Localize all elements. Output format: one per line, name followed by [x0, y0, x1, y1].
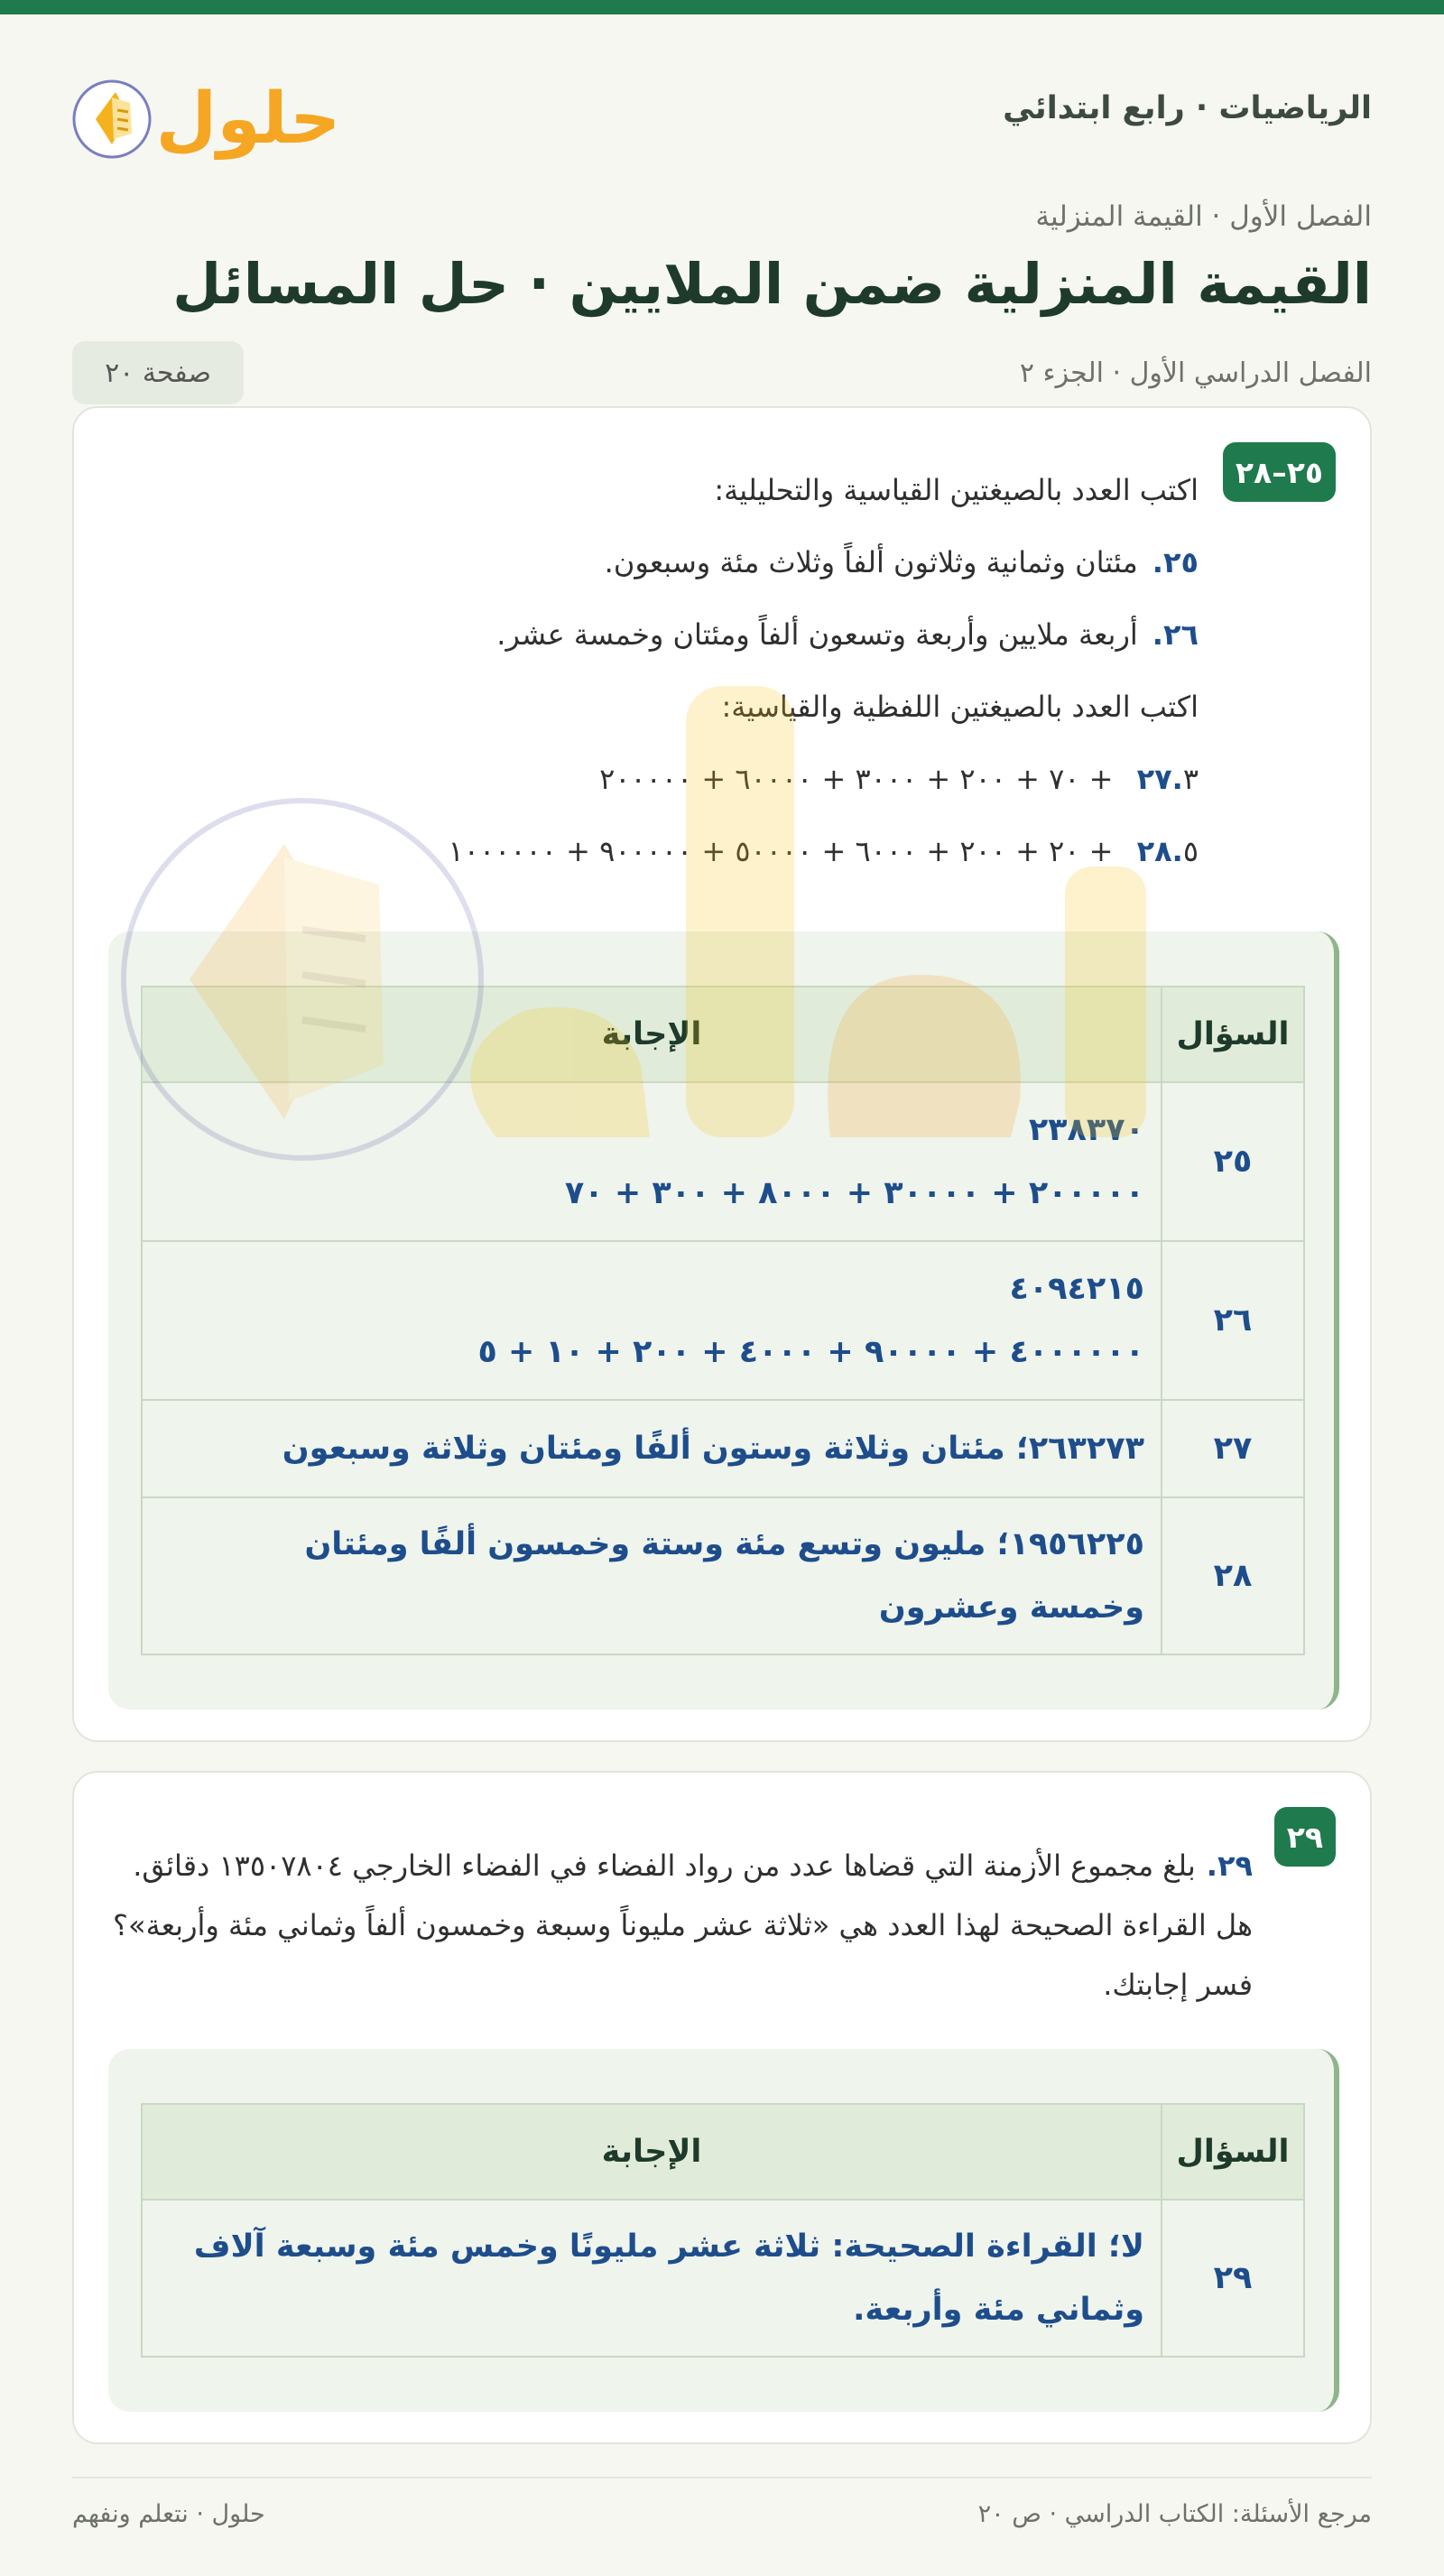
answer-table — [141, 2103, 1305, 2358]
question-number: ٢٧. — [1136, 762, 1183, 796]
question-number: ٢٨. — [1136, 834, 1183, 868]
term-label: الفصل الدراسي الأول · الجزء ٢ — [1019, 357, 1372, 389]
row-answer — [142, 1241, 1162, 1400]
instruction-word-standard: اكتب العدد بالصيغتين اللفظية والقياسية: — [721, 690, 1199, 724]
question-26 — [496, 617, 1199, 652]
table-header-row — [142, 987, 1304, 1082]
hulul-logo[interactable] — [72, 61, 343, 170]
row-question-number: ٢٥ — [1162, 1082, 1304, 1241]
answer-line-1: ٤٠٩٤٢١٥ — [1009, 1271, 1144, 1307]
answer-line-1: ٢٣٨٣٧٠ — [1028, 1112, 1144, 1148]
question-text: ٥ + ٢٠ + ٢٠٠ + ٦٠٠٠ + ٥٠٠٠٠ + ٩٠٠٠٠٠ + ١٠٠٠٠٠٠ — [448, 834, 1199, 868]
question-29 — [97, 1836, 1253, 2015]
footer-tagline: حلول · نتعلم ونفهم — [72, 2500, 265, 2528]
row-answer — [142, 1400, 1162, 1497]
question-text: مئتان وثمانية وثلاثون ألفاً وثلاث مئة وسبعون. — [604, 545, 1138, 579]
footer-reference: مرجع الأسئلة: الكتاب الدراسي · ص ٢٠ — [977, 2500, 1372, 2528]
question-text: بلغ مجموع الأزمنة التي قضاها عدد من رواد الفضاء في الفضاء الخارجي ١٣٥٠٧٨٠٤ دقائق. هل القراءة الصحيحة لهذا العدد هي «ثلاثة عشر مليوناً وسبعة وخمسون ألفاً وثماني مئة وأربعة»؟ فسر إجابتك. — [113, 1849, 1253, 2002]
question-27 — [599, 762, 1199, 796]
question-number-badge: ٢٩ — [1274, 1807, 1336, 1867]
question-25 — [605, 545, 1199, 579]
table-header-row — [142, 2104, 1304, 2200]
row-answer — [142, 1497, 1162, 1654]
page-number-badge: صفحة ٢٠ — [72, 341, 244, 404]
exercise-card-29 — [72, 1771, 1372, 2444]
question-28 — [449, 834, 1199, 868]
column-header-question: السؤال — [1162, 2104, 1304, 2200]
table-row — [142, 1241, 1304, 1400]
question-text: ٣ + ٧٠ + ٢٠٠ + ٣٠٠٠ + ٦٠٠٠٠ + ٢٠٠٠٠٠ — [599, 762, 1199, 796]
table-row — [142, 2200, 1304, 2357]
answer-line-2: وثماني مئة وأربعة. — [853, 2292, 1144, 2328]
table-row — [142, 1497, 1304, 1654]
table-row — [142, 1400, 1304, 1497]
question-number: ٢٥. — [1152, 545, 1199, 579]
column-header-answer: الإجابة — [142, 987, 1162, 1082]
answer-line-1: ١٩٥٦٢٢٥؛ مليون وتسع مئة وستة وخمسون ألفًا ومئتان — [304, 1526, 1144, 1562]
row-question-number: ٢٦ — [1162, 1241, 1304, 1400]
top-accent-bar — [0, 0, 1444, 14]
row-question-number: ٢٧ — [1162, 1400, 1304, 1497]
answer-line-1: لا؛ القراءة الصحيحة: ثلاثة عشر مليونًا وخمس مئة وسبعة آلاف — [193, 2229, 1144, 2265]
logo-text: حلول — [155, 79, 341, 160]
answer-line-2: وخمسة وعشرون — [878, 1589, 1144, 1626]
question-number: ٢٩. — [1206, 1849, 1253, 1883]
answer-box — [108, 2049, 1339, 2412]
answer-table — [141, 986, 1305, 1655]
exercise-card-25-28 — [72, 406, 1372, 1742]
table-row — [142, 1082, 1304, 1241]
row-question-number: ٢٨ — [1162, 1497, 1304, 1654]
page-title: القيمة المنزلية ضمن الملايين · حل المسائل — [172, 251, 1372, 317]
subject-title: الرياضيات · رابع ابتدائي — [1003, 90, 1372, 126]
row-question-number: ٢٩ — [1162, 2200, 1304, 2357]
answer-line-2: ٢٠٠٠٠٠ + ٣٠٠٠٠ + ٨٠٠٠ + ٣٠٠ + ٧٠ — [564, 1175, 1144, 1211]
question-text: أربعة ملايين وأربعة وتسعون ألفاً ومئتان وخمسة عشر. — [496, 617, 1138, 652]
footer-divider — [72, 2477, 1372, 2479]
page-header — [72, 54, 1372, 181]
question-range-badge: ٢٥–٢٨ — [1223, 442, 1336, 502]
instruction-standard-expanded: اكتب العدد بالصيغتين القياسية والتحليلية: — [714, 473, 1199, 507]
column-header-answer: الإجابة — [142, 2104, 1162, 2200]
answer-box — [108, 931, 1339, 1710]
row-answer — [142, 2200, 1162, 2357]
row-answer — [142, 1082, 1162, 1241]
question-number: ٢٦. — [1152, 617, 1199, 652]
answer-line-2: ٤٠٠٠٠٠٠ + ٩٠٠٠٠ + ٤٠٠٠ + ٢٠٠ + ١٠ + ٥ — [477, 1334, 1144, 1370]
breadcrumb: الفصل الأول · القيمة المنزلية — [1035, 200, 1372, 233]
column-header-question: السؤال — [1162, 987, 1304, 1082]
answer-line-1: ٢٦٣٢٧٣؛ مئتان وثلاثة وستون ألفًا ومئتان وثلاثة وسبعون — [282, 1431, 1144, 1467]
